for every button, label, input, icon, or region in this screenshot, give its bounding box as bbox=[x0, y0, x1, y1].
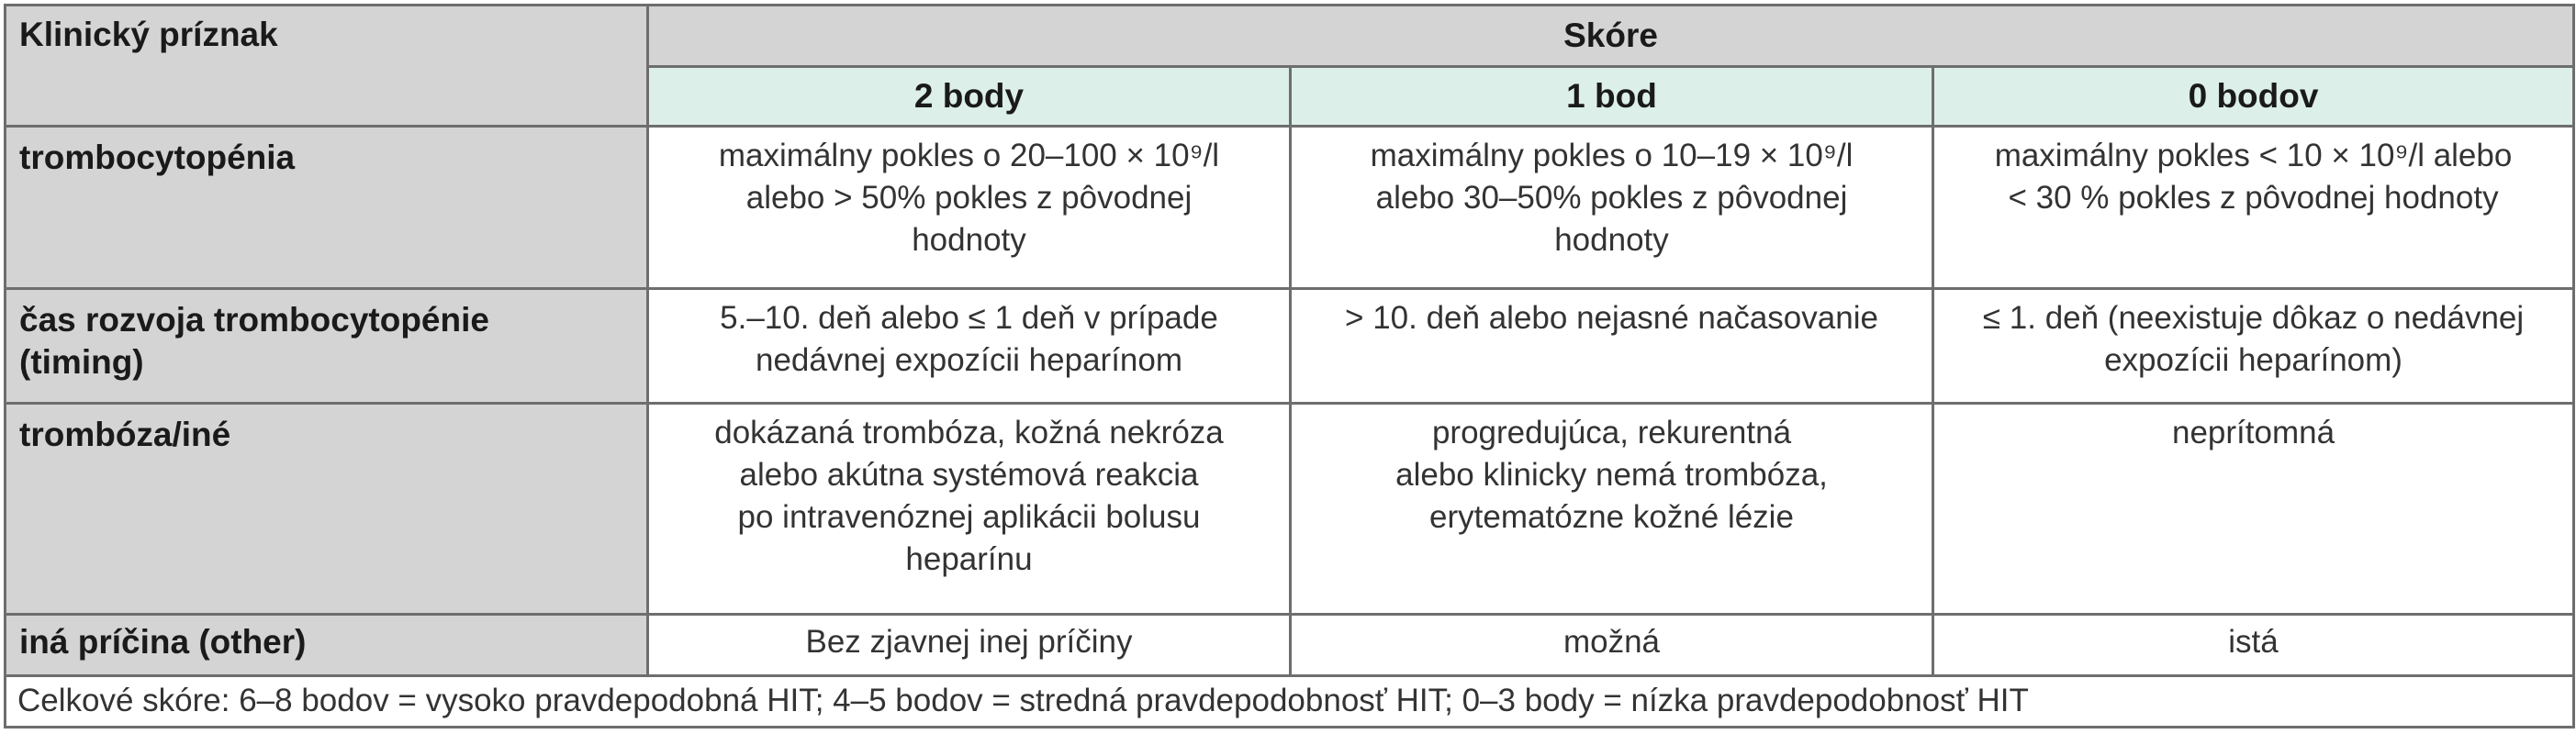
cell-line: hodnoty bbox=[1554, 221, 1669, 258]
cell-line: alebo akútna systémová reakcia bbox=[739, 457, 1199, 494]
table-row-thrombosis bbox=[6, 404, 2574, 615]
cell-line: maximálny pokles o 10–19 × 10⁹/l bbox=[1370, 137, 1854, 173]
cell-line: po intravenóznej aplikácii bolusu bbox=[737, 499, 1201, 536]
row-label-thrombocytopenia bbox=[6, 126, 648, 288]
cell-line: maximálny pokles < 10 × 10⁹/l alebo bbox=[1994, 137, 2513, 173]
table-row-thrombocytopenia bbox=[6, 126, 2574, 288]
header-points-1-text: 1 bod bbox=[1566, 76, 1657, 115]
row-label-text: trombocytopénia bbox=[19, 138, 296, 176]
row-label-text: iná príčina (other) bbox=[19, 622, 307, 661]
cell-other-cause-1 bbox=[1291, 614, 1933, 675]
cell-thrombocytopenia-2 bbox=[648, 126, 1291, 288]
header-points-0 bbox=[1933, 66, 2574, 126]
cell-line: hodnoty bbox=[912, 221, 1026, 258]
total-score-text: Celkové skóre: 6–8 bodov = vysoko pravdepodobná HIT; 4–5 bodov = stredná pravdepodobnosť HIT; 0–3 body = nízka pravdepodobnosť HIT bbox=[17, 683, 2029, 719]
table-row-timing bbox=[6, 288, 2574, 403]
cell-thrombosis-0 bbox=[1933, 404, 2574, 615]
cell-line: 5.–10. deň alebo ≤ 1 deň v prípade bbox=[720, 299, 1218, 336]
cell-timing-0 bbox=[1933, 288, 2574, 403]
row-label-text: trombóza/iné bbox=[19, 416, 231, 454]
header-row-score bbox=[6, 6, 2574, 67]
header-points-2 bbox=[648, 66, 1291, 126]
header-points-1 bbox=[1291, 66, 1933, 126]
header-points-0-text: 0 bodov bbox=[2188, 76, 2319, 115]
header-clinical-sign bbox=[6, 6, 648, 127]
cell-line: dokázaná trombóza, kožná nekróza bbox=[714, 415, 1224, 451]
cell-line: možná bbox=[1562, 623, 1661, 660]
cell-thrombosis-1 bbox=[1291, 404, 1933, 615]
cell-line: ≤ 1. deň (neexistuje dôkaz o nedávnej bbox=[1982, 299, 2525, 336]
cell-line: neprítomná bbox=[2171, 415, 2335, 451]
header-score bbox=[648, 6, 2574, 67]
cell-thrombocytopenia-1 bbox=[1291, 126, 1933, 288]
total-score-note bbox=[6, 675, 2574, 727]
header-points-2-text: 2 body bbox=[913, 76, 1025, 115]
cell-line: heparínu bbox=[905, 541, 1033, 578]
cell-line: alebo klinicky nemá trombóza, bbox=[1395, 457, 1828, 494]
cell-thrombocytopenia-0 bbox=[1933, 126, 2574, 288]
table-footer-row bbox=[6, 675, 2574, 727]
cell-timing-1 bbox=[1291, 288, 1933, 403]
cell-line: Bez zjavnej inej príčiny bbox=[805, 623, 1133, 660]
cell-line: maximálny pokles o 20–100 × 10⁹/l bbox=[718, 137, 1220, 173]
row-label-text: čas rozvoja trombocytopénie bbox=[19, 300, 489, 339]
cell-timing-2 bbox=[648, 288, 1291, 403]
row-label-other-cause bbox=[6, 614, 648, 675]
cell-other-cause-2 bbox=[648, 614, 1291, 675]
table-row-other-cause bbox=[6, 614, 2574, 675]
cell-line: < 30 % pokles z pôvodnej hodnoty bbox=[2008, 179, 2499, 216]
cell-line: expozícii heparínom) bbox=[2104, 341, 2402, 378]
cell-line: alebo > 50% pokles z pôvodnej bbox=[745, 179, 1193, 216]
row-label-thrombosis bbox=[6, 404, 648, 615]
header-clinical-sign-text: Klinický príznak bbox=[19, 16, 278, 53]
cell-line: > 10. deň alebo nejasné načasovanie bbox=[1345, 299, 1878, 336]
cell-line: alebo 30–50% pokles z pôvodnej bbox=[1375, 179, 1848, 216]
cell-line: istá bbox=[2228, 623, 2279, 660]
header-score-text: Skóre bbox=[1563, 16, 1658, 54]
cell-line: nedávnej expozícii heparínom bbox=[755, 341, 1182, 378]
cell-line: progredujúca, rekurentná bbox=[1431, 415, 1792, 451]
hit-score-table bbox=[4, 4, 2575, 728]
cell-thrombosis-2 bbox=[648, 404, 1291, 615]
row-label-timing bbox=[6, 288, 648, 403]
cell-other-cause-0 bbox=[1933, 614, 2574, 675]
cell-line: erytematózne kožné lézie bbox=[1429, 499, 1794, 536]
row-label-text: (timing) bbox=[19, 342, 144, 381]
